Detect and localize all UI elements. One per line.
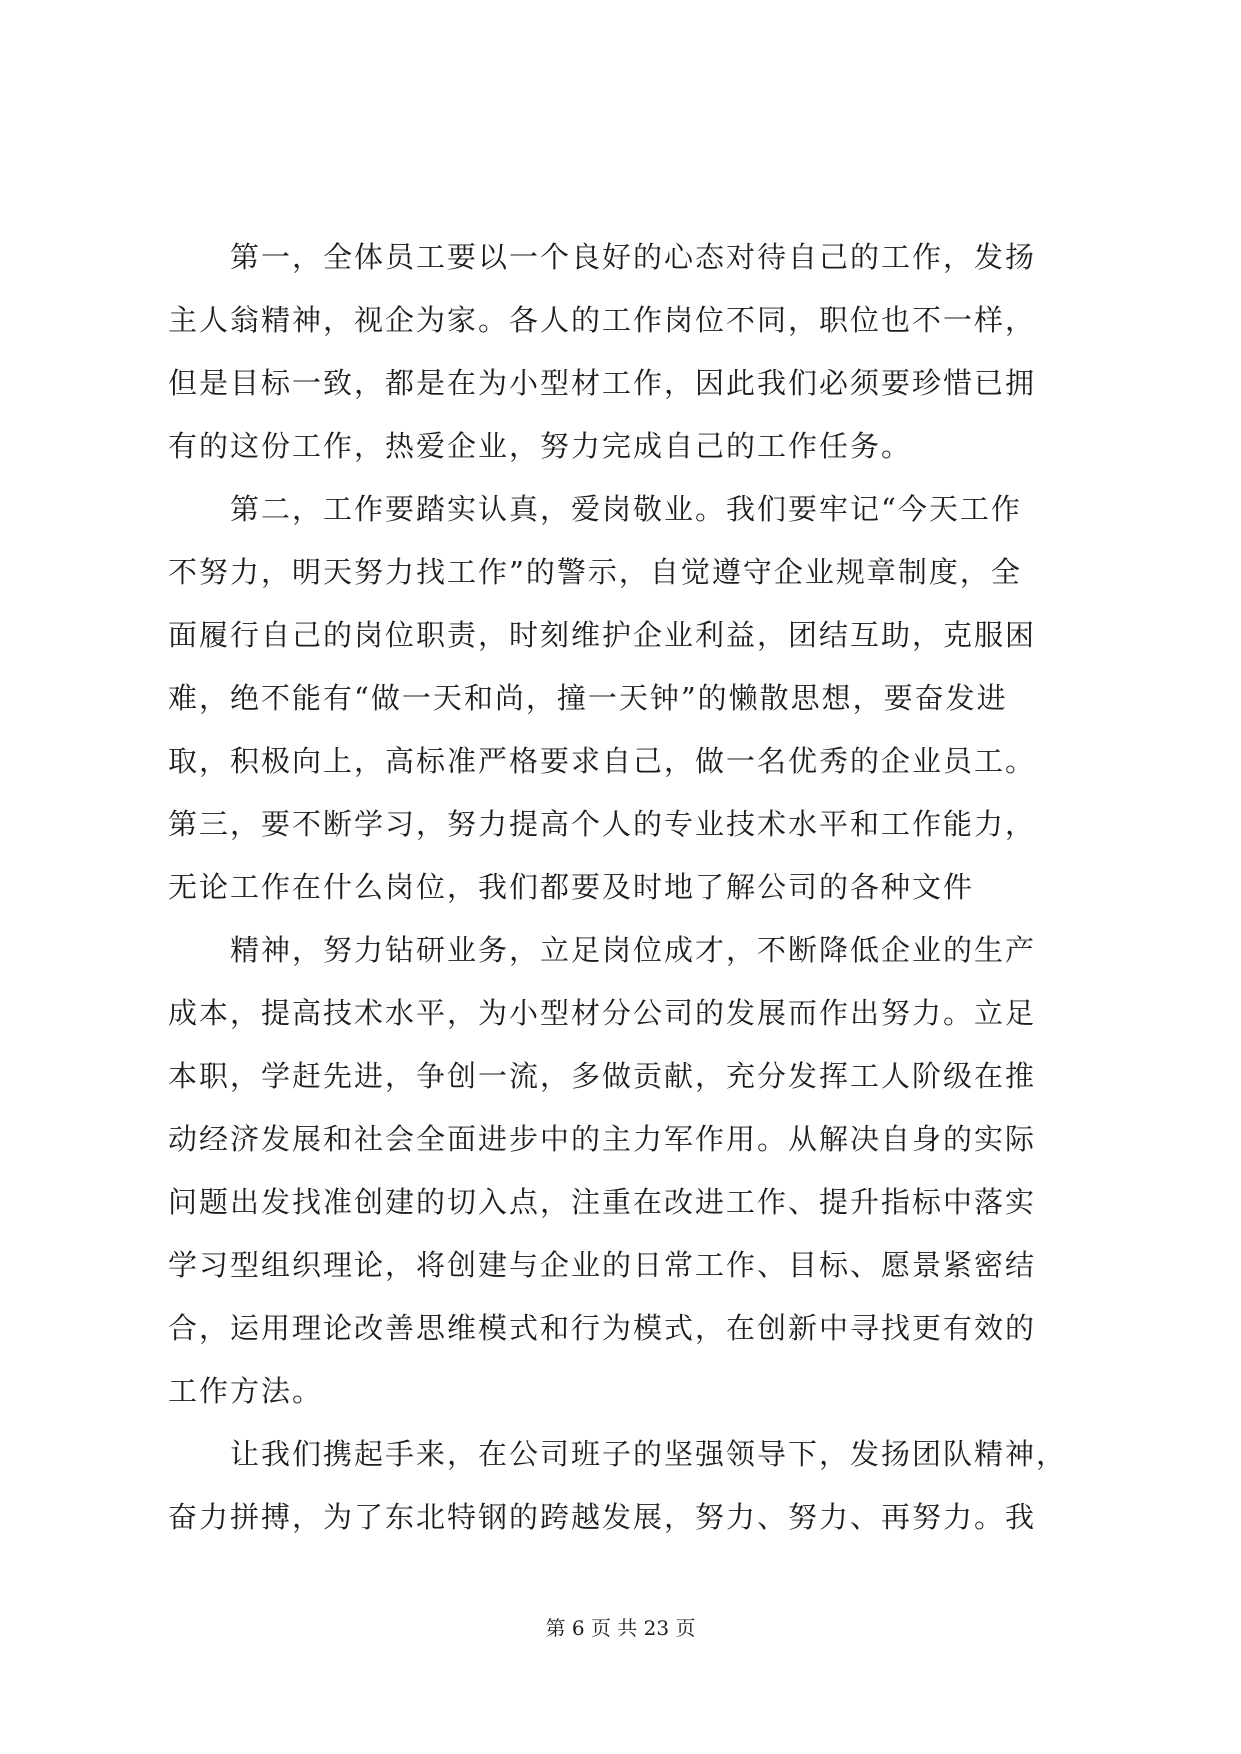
text-line: 合，运用理论改善思维模式和行为模式，在创新中寻找更有效的: [168, 1311, 1037, 1345]
text-line: 主人翁精神，视企为家。各人的工作岗位不同，职位也不一样，: [168, 303, 1037, 337]
text-line: 难，绝不能有“做一天和尚，撞一天钟”的懒散思想，要奋发进: [168, 681, 1008, 715]
text-line: 第三，要不断学习，努力提高个人的专业技术水平和工作能力，: [168, 807, 1037, 841]
text-line: 问题出发找准创建的切入点，注重在改进工作、提升指标中落实: [168, 1185, 1037, 1219]
text-line: 让我们携起手来，在公司班子的坚强领导下，发扬团队精神，: [230, 1437, 1068, 1471]
paragraph-2: [168, 478, 1088, 919]
text-line: 第二，工作要踏实认真，爱岗敬业。我们要牢记“今天工作: [230, 492, 1022, 526]
page-number-footer: 第 6 页 共 23 页: [545, 1616, 696, 1640]
text-line: 奋力拼搏，为了东北特钢的跨越发展，努力、努力、再努力。我: [168, 1500, 1037, 1534]
paragraph-1: [168, 226, 1088, 478]
text-line: 有的这份工作，热爱企业，努力完成自己的工作任务。: [168, 429, 913, 463]
text-line: 面履行自己的岗位职责，时刻维护企业利益，团结互助，克服困: [168, 618, 1037, 652]
paragraph-3: [168, 919, 1088, 1423]
text-line: 成本，提高技术水平，为小型材分公司的发展而作出努力。立足: [168, 996, 1037, 1030]
text-line: 本职，学赶先进，争创一流，多做贡献，充分发挥工人阶级在推: [168, 1059, 1037, 1093]
document-body: [168, 226, 1088, 1549]
paragraph-4: [168, 1423, 1088, 1549]
text-line: 学习型组织理论，将创建与企业的日常工作、目标、愿景紧密结: [168, 1248, 1037, 1282]
text-line: 工作方法。: [168, 1374, 324, 1408]
text-line: 第一，全体员工要以一个良好的心态对待自己的工作，发扬: [230, 240, 1037, 274]
text-line: 无论工作在什么岗位，我们都要及时地了解公司的各种文件: [168, 870, 975, 904]
text-line: 动经济发展和社会全面进步中的主力军作用。从解决自身的实际: [168, 1122, 1037, 1156]
text-line: 不努力，明天努力找工作”的警示，自觉遵守企业规章制度，全: [168, 555, 1022, 589]
text-line: 取，积极向上，高标准严格要求自己，做一名优秀的企业员工。: [168, 744, 1037, 778]
text-line: 但是目标一致，都是在为小型材工作，因此我们必须要珍惜已拥: [168, 366, 1037, 400]
text-line: 精神，努力钻研业务，立足岗位成才，不断降低企业的生产: [230, 933, 1037, 967]
